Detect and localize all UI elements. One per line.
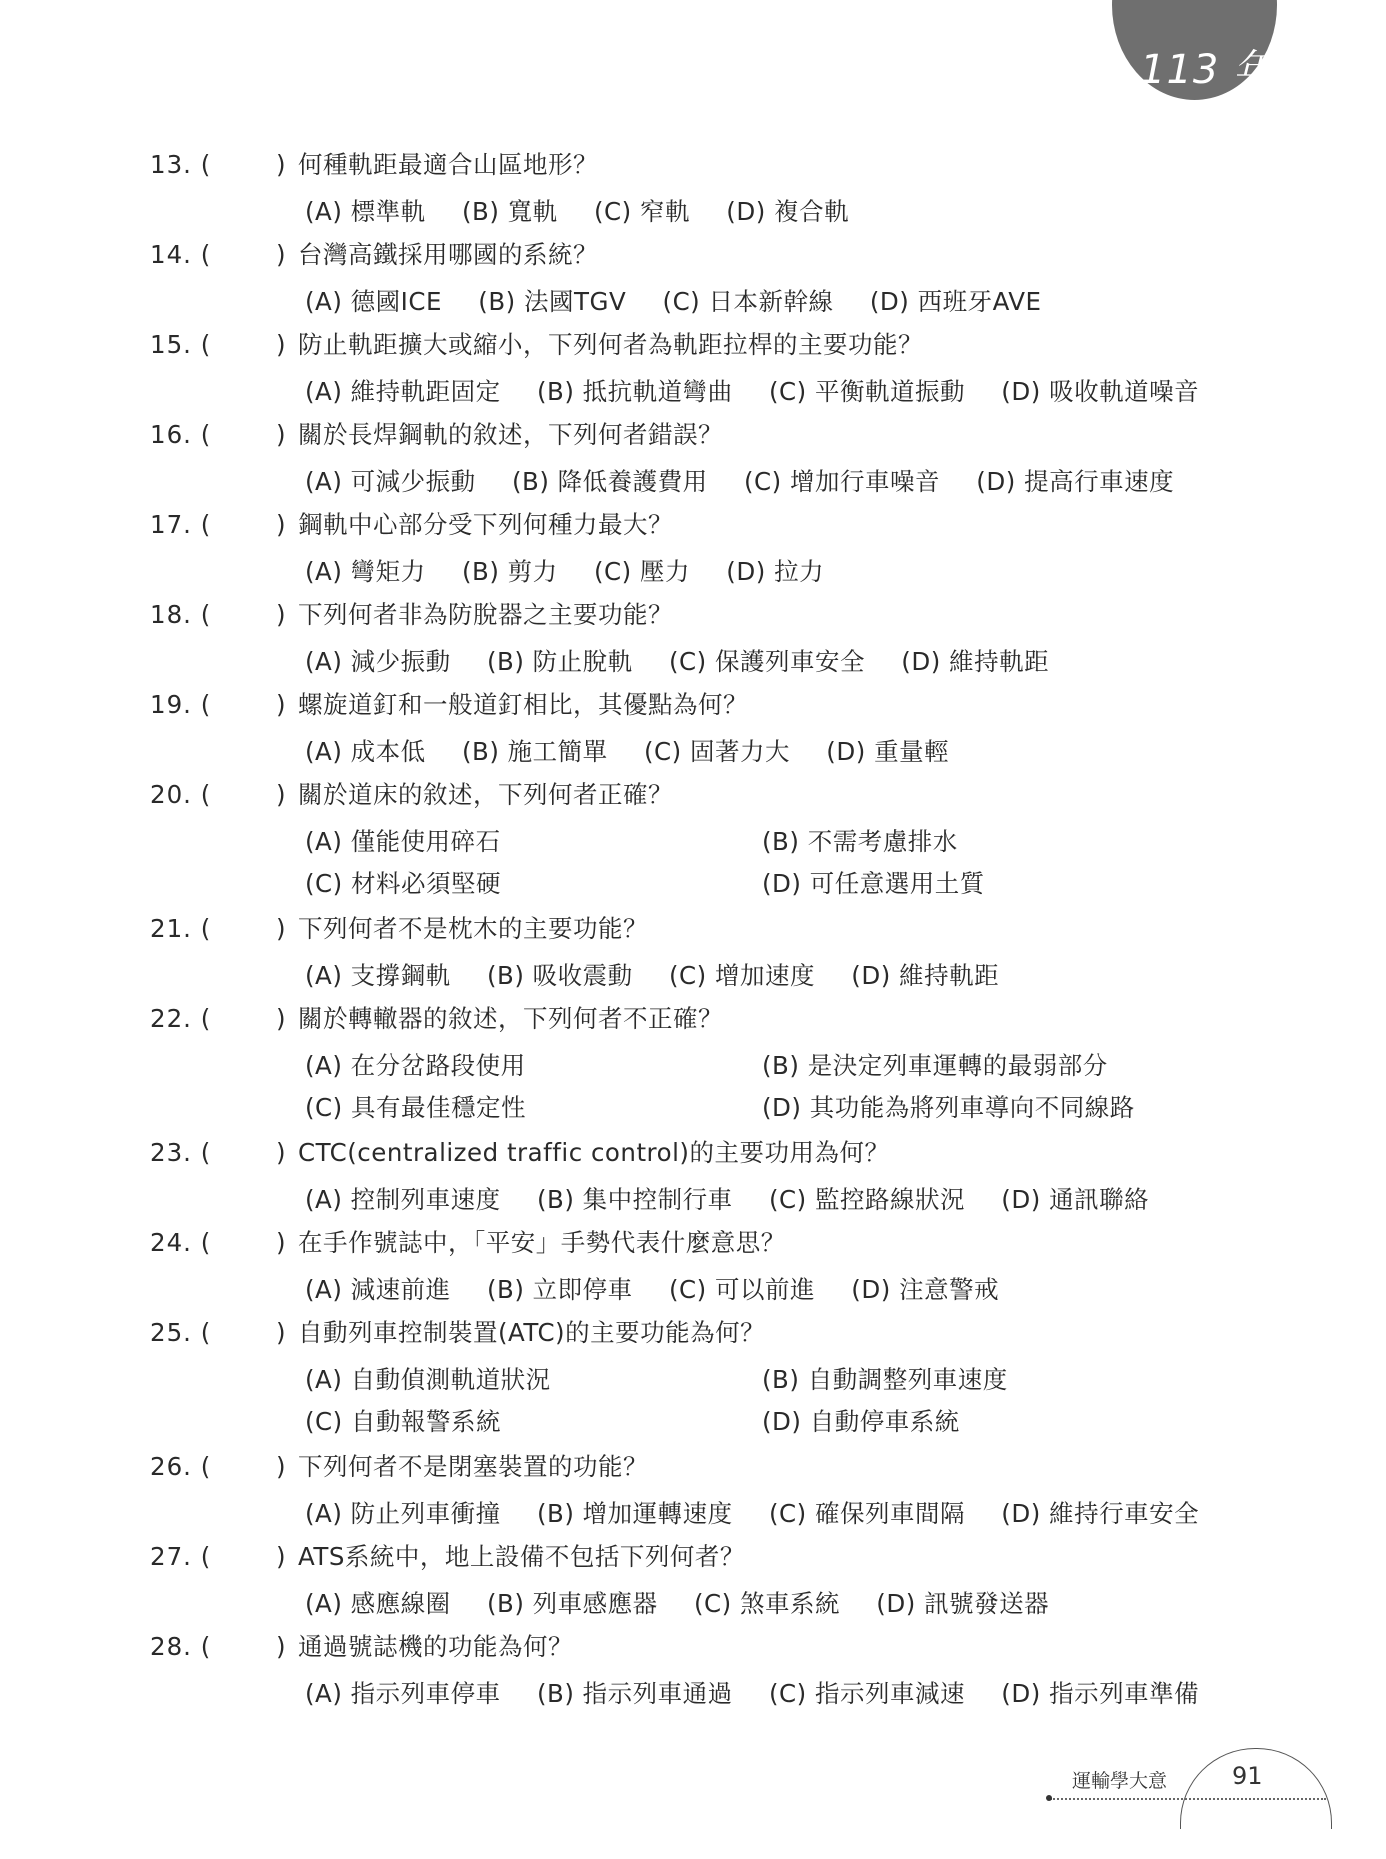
answer-bracket: ) xyxy=(276,1632,286,1661)
option-b: (B) 集中控制行車 xyxy=(536,1185,733,1214)
option-b: (B) 降低養護費用 xyxy=(511,467,708,496)
question-28 xyxy=(0,1627,1386,1667)
question-text: 螺旋道釘和一般道釘相比，其優點為何？ xyxy=(298,690,748,719)
question-text: 自動列車控制裝置(ATC)的主要功能為何？ xyxy=(298,1318,766,1347)
question-text: 關於轉轍器的敘述，下列何者不正確？ xyxy=(298,1004,723,1033)
option-d: (D) 維持軌距 xyxy=(901,647,1050,676)
question-text: 下列何者不是枕木的主要功能？ xyxy=(298,914,648,943)
option-d: (D) 指示列車準備 xyxy=(1001,1679,1200,1708)
question-21 xyxy=(0,909,1386,949)
question-number: 25. ( xyxy=(150,1318,212,1347)
answer-bracket: ) xyxy=(276,1452,286,1481)
option-a: (A) 支撐鋼軌 xyxy=(305,961,451,990)
question-number: 28. ( xyxy=(150,1632,212,1661)
question-text: ATS系統中，地上設備不包括下列何者？ xyxy=(298,1542,745,1571)
option-c: (C) 增加速度 xyxy=(668,961,815,990)
answer-bracket: ) xyxy=(276,780,286,809)
answer-bracket: ) xyxy=(276,1542,286,1571)
question-26 xyxy=(0,1447,1386,1487)
question-number: 18. ( xyxy=(150,600,212,629)
question-14 xyxy=(0,235,1386,275)
question-text: 下列何者非為防脫器之主要功能？ xyxy=(298,600,673,629)
question-text: 鋼軌中心部分受下列何種力最大？ xyxy=(298,510,673,539)
option-b: (B) 施工簡單 xyxy=(461,737,608,766)
option-d: (D) 通訊聯絡 xyxy=(1001,1185,1150,1214)
option-b: (B) 剪力 xyxy=(461,557,558,586)
options-14 xyxy=(305,282,1070,322)
footer-dot xyxy=(1046,1795,1052,1801)
year-label: 113 年 xyxy=(1140,47,1275,93)
option-b: (B) 列車感應器 xyxy=(486,1589,658,1618)
options-23 xyxy=(305,1180,1177,1220)
option-d: (D) 吸收軌道噪音 xyxy=(1001,377,1200,406)
answer-bracket: ) xyxy=(276,1318,286,1347)
answer-bracket: ) xyxy=(276,420,286,449)
answer-bracket: ) xyxy=(276,690,286,719)
options-26 xyxy=(305,1494,1227,1534)
option-a: (A) 減少振動 xyxy=(305,647,451,676)
option-c: (C) 煞車系統 xyxy=(693,1589,840,1618)
option-a: (A) 標準軌 xyxy=(305,197,426,226)
option-c: (C) 確保列車間隔 xyxy=(768,1499,965,1528)
question-24 xyxy=(0,1223,1386,1263)
options-21 xyxy=(305,956,1027,996)
option-a: (A) 在分岔路段使用 xyxy=(305,1051,526,1080)
option-c: (C) 固著力大 xyxy=(643,737,790,766)
option-d: (D) 拉力 xyxy=(726,557,825,586)
options-17 xyxy=(305,552,852,592)
footer-dotted-rule xyxy=(1050,1798,1326,1800)
option-c: (C) 日本新幹線 xyxy=(662,287,834,316)
question-13 xyxy=(0,145,1386,185)
option-c: (C) 增加行車噪音 xyxy=(743,467,940,496)
option-a: (A) 德國ICE xyxy=(305,287,442,316)
question-number: 26. ( xyxy=(150,1452,212,1481)
answer-bracket: ) xyxy=(276,1004,286,1033)
option-d: (D) 注意警戒 xyxy=(851,1275,1000,1304)
options-18 xyxy=(305,642,1077,682)
option-b: (B) 指示列車通過 xyxy=(536,1679,733,1708)
option-b: (B) 不需考慮排水 xyxy=(762,827,958,856)
option-a: (A) 控制列車速度 xyxy=(305,1185,501,1214)
option-a: (A) 感應線圈 xyxy=(305,1589,451,1618)
option-a: (A) 彎矩力 xyxy=(305,557,426,586)
footer-book-title: 運輸學大意 xyxy=(1072,1770,1168,1792)
option-a: (A) 僅能使用碎石 xyxy=(305,827,501,856)
option-c: (C) 具有最佳穩定性 xyxy=(305,1093,527,1122)
question-22 xyxy=(0,999,1386,1039)
option-c: (C) 壓力 xyxy=(593,557,690,586)
answer-bracket: ) xyxy=(276,1228,286,1257)
option-c: (C) 保護列車安全 xyxy=(668,647,865,676)
option-d: (D) 維持軌距 xyxy=(851,961,1000,990)
option-b: (B) 寬軌 xyxy=(461,197,558,226)
answer-bracket: ) xyxy=(276,914,286,943)
options-27 xyxy=(305,1584,1077,1624)
question-text: 關於道床的敘述，下列何者正確？ xyxy=(298,780,673,809)
option-d: (D) 其功能為將列車導向不同線路 xyxy=(762,1093,1135,1122)
options-28 xyxy=(305,1674,1227,1714)
question-number: 23. ( xyxy=(150,1138,212,1167)
option-b: (B) 是決定列車運轉的最弱部分 xyxy=(762,1051,1108,1080)
option-b: (B) 立即停車 xyxy=(486,1275,633,1304)
question-number: 19. ( xyxy=(150,690,212,719)
question-number: 22. ( xyxy=(150,1004,212,1033)
option-d: (D) 提高行車速度 xyxy=(976,467,1175,496)
question-number: 20. ( xyxy=(150,780,212,809)
option-b: (B) 法國TGV xyxy=(478,287,627,316)
options-19 xyxy=(305,732,977,772)
options-16 xyxy=(305,462,1202,502)
question-23 xyxy=(0,1133,1386,1173)
option-c: (C) 材料必須堅硬 xyxy=(305,869,502,898)
question-number: 13. ( xyxy=(150,150,212,179)
answer-bracket: ) xyxy=(276,1138,286,1167)
option-a: (A) 可減少振動 xyxy=(305,467,476,496)
question-text: 關於長焊鋼軌的敘述，下列何者錯誤？ xyxy=(298,420,723,449)
answer-bracket: ) xyxy=(276,330,286,359)
question-text: CTC(centralized traffic control)的主要功用為何？ xyxy=(298,1138,890,1167)
question-number: 24. ( xyxy=(150,1228,212,1257)
option-c: (C) 指示列車減速 xyxy=(768,1679,965,1708)
option-d: (D) 西班牙AVE xyxy=(869,287,1042,316)
question-15 xyxy=(0,325,1386,365)
question-18 xyxy=(0,595,1386,635)
option-b: (B) 吸收震動 xyxy=(486,961,633,990)
answer-bracket: ) xyxy=(276,600,286,629)
question-text: 在手作號誌中，「平安」手勢代表什麼意思？ xyxy=(298,1228,786,1257)
option-a: (A) 自動偵測軌道狀況 xyxy=(305,1365,551,1394)
option-d: (D) 可任意選用土質 xyxy=(762,869,985,898)
question-number: 17. ( xyxy=(150,510,212,539)
question-number: 15. ( xyxy=(150,330,212,359)
option-a: (A) 指示列車停車 xyxy=(305,1679,501,1708)
question-25 xyxy=(0,1313,1386,1353)
question-text: 下列何者不是閉塞裝置的功能？ xyxy=(298,1452,648,1481)
question-16 xyxy=(0,415,1386,455)
options-15 xyxy=(305,372,1227,412)
option-d: (D) 訊號發送器 xyxy=(876,1589,1050,1618)
option-d: (D) 維持行車安全 xyxy=(1001,1499,1200,1528)
option-a: (A) 維持軌距固定 xyxy=(305,377,501,406)
option-d: (D) 複合軌 xyxy=(726,197,850,226)
page-number: 91 xyxy=(1232,1762,1263,1790)
question-number: 27. ( xyxy=(150,1542,212,1571)
option-a: (A) 成本低 xyxy=(305,737,426,766)
option-c: (C) 平衡軌道振動 xyxy=(768,377,965,406)
question-text: 通過號誌機的功能為何？ xyxy=(298,1632,573,1661)
option-b: (B) 防止脫軌 xyxy=(486,647,633,676)
question-27 xyxy=(0,1537,1386,1577)
question-19 xyxy=(0,685,1386,725)
option-c: (C) 自動報警系統 xyxy=(305,1407,502,1436)
option-b: (B) 自動調整列車速度 xyxy=(762,1365,1008,1394)
question-text: 何種軌距最適合山區地形？ xyxy=(298,150,598,179)
options-24 xyxy=(305,1270,1027,1310)
option-d: (D) 自動停車系統 xyxy=(762,1407,960,1436)
option-a: (A) 減速前進 xyxy=(305,1275,451,1304)
question-text: 防止軌距擴大或縮小，下列何者為軌距拉桿的主要功能？ xyxy=(298,330,923,359)
option-b: (B) 抵抗軌道彎曲 xyxy=(536,377,733,406)
question-number: 16. ( xyxy=(150,420,212,449)
option-d: (D) 重量輕 xyxy=(826,737,950,766)
question-number: 21. ( xyxy=(150,914,212,943)
option-c: (C) 可以前進 xyxy=(668,1275,815,1304)
option-a: (A) 防止列車衝撞 xyxy=(305,1499,501,1528)
option-c: (C) 窄軌 xyxy=(593,197,690,226)
question-20 xyxy=(0,775,1386,815)
option-b: (B) 增加運轉速度 xyxy=(536,1499,733,1528)
answer-bracket: ) xyxy=(276,240,286,269)
option-c: (C) 監控路線狀況 xyxy=(768,1185,965,1214)
question-text: 台灣高鐵採用哪國的系統？ xyxy=(298,240,598,269)
answer-bracket: ) xyxy=(276,510,286,539)
options-13 xyxy=(305,192,877,232)
question-17 xyxy=(0,505,1386,545)
answer-bracket: ) xyxy=(276,150,286,179)
question-number: 14. ( xyxy=(150,240,212,269)
